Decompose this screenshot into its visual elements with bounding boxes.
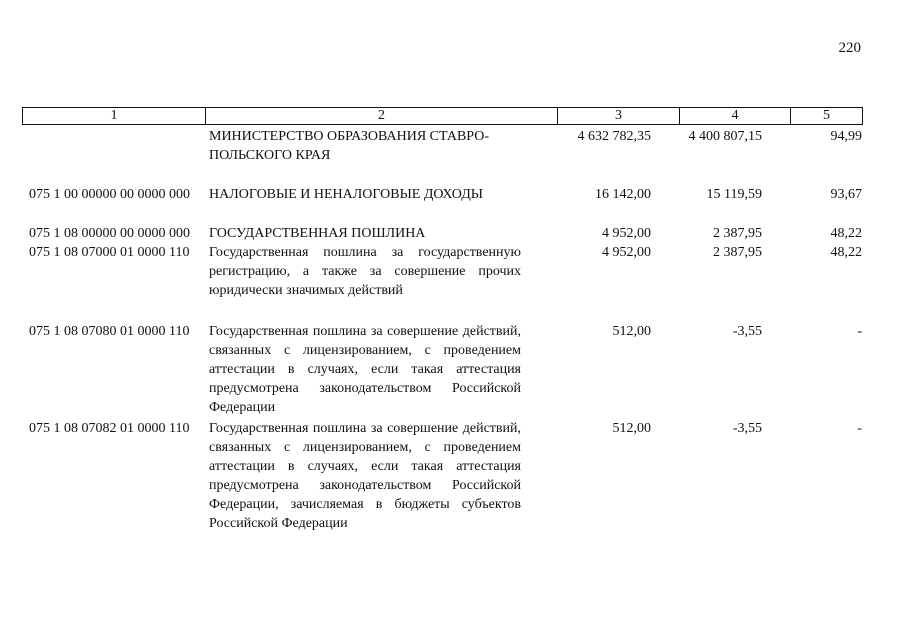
- row-col5: -: [857, 421, 862, 436]
- row-code: 075 1 08 00000 00 0000 000: [29, 226, 190, 241]
- row-col5: 48,22: [830, 245, 862, 260]
- row-col4: 2 387,95: [713, 245, 762, 260]
- row-name: ГОСУДАРСТВЕННАЯ ПОШЛИНА: [209, 226, 426, 241]
- row-col3: 4 632 782,35: [577, 129, 651, 144]
- header-col-1: 1: [23, 108, 206, 124]
- row-name: НАЛОГОВЫЕ И НЕНАЛОГОВЫЕ ДОХОДЫ: [209, 187, 483, 202]
- row-col5: -: [857, 324, 862, 339]
- row-code: 075 1 08 07000 01 0000 110: [29, 245, 190, 260]
- row-code: 075 1 08 07080 01 0000 110: [29, 324, 190, 339]
- header-col-4: 4: [680, 108, 791, 124]
- row-col3: 4 952,00: [602, 226, 651, 241]
- row-col4: 4 400 807,15: [688, 129, 762, 144]
- row-col3: 4 952,00: [602, 245, 651, 260]
- row-name: Государственная пошлина за совершение действий, связанных с лицензированием, с проведением аттестации в случаях, если такая аттестация предусмотрена законодательством Российской Федерации: [209, 324, 521, 415]
- row-name: Государственная пошлина за государственную регистрацию, а также за совершение прочих юридически значимых действий: [209, 245, 521, 298]
- row-col3: 16 142,00: [595, 187, 651, 202]
- row-col5: 93,67: [830, 187, 862, 202]
- page-number: 220: [838, 40, 861, 56]
- table-header: [22, 107, 863, 125]
- row-col3: 512,00: [612, 324, 651, 339]
- row-name: Государственная пошлина за совершение действий, связанных с лицензированием, с проведением аттестации в случаях, если такая аттестация предусмотрена законодательством Российской Федерации, зачисляемая в бюджеты субъектов Российской Федерации: [209, 421, 521, 531]
- row-col5: 94,99: [830, 129, 862, 144]
- row-col4: -3,55: [732, 324, 762, 339]
- row-name: МИНИСТЕРСТВО ОБРАЗОВАНИЯ СТАВРО-ПОЛЬСКОГО КРАЯ: [209, 129, 490, 163]
- header-col-2: 2: [206, 108, 558, 124]
- row-col4: -3,55: [732, 421, 762, 436]
- row-col4: 2 387,95: [713, 226, 762, 241]
- header-col-5: 5: [823, 108, 830, 123]
- row-col5: 48,22: [830, 226, 862, 241]
- header-col-3: 3: [558, 108, 680, 124]
- row-code: 075 1 00 00000 00 0000 000: [29, 187, 190, 202]
- row-col3: 512,00: [612, 421, 651, 436]
- row-col4: 15 119,59: [706, 187, 762, 202]
- row-code: 075 1 08 07082 01 0000 110: [29, 421, 190, 436]
